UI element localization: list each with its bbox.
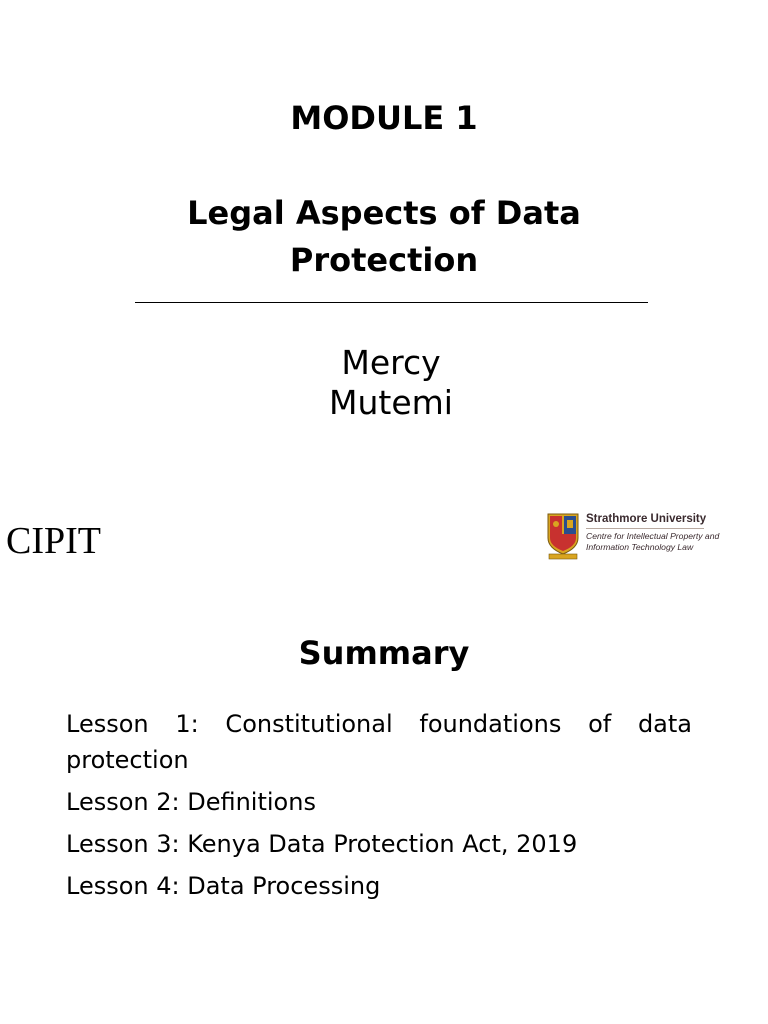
module-label: MODULE 1: [290, 99, 478, 137]
strathmore-crest-icon: [546, 510, 580, 560]
lesson-item: Lesson 2: Definitions: [66, 788, 316, 816]
strathmore-centre: Centre for Intellectual Property and Information Technology Law: [586, 531, 720, 552]
lesson-list: [66, 706, 692, 910]
course-title: Legal Aspects of Data Protection: [187, 194, 581, 279]
summary-heading: Summary: [298, 634, 470, 672]
author-first-name: Mercy: [341, 343, 441, 382]
lesson-item: Lesson 3: Kenya Data Protection Act, 2019: [66, 830, 578, 858]
title-divider: [135, 302, 648, 303]
cipit-logo: CIPIT: [6, 520, 101, 562]
strathmore-name: Strathmore University: [586, 513, 707, 525]
lesson-item: Lesson 4: Data Processing: [66, 872, 381, 900]
author-last-name: Mutemi: [329, 383, 453, 422]
strathmore-rule: [586, 528, 704, 529]
lesson-item: Lesson 1: Constitutional foundations of data protection: [66, 710, 692, 774]
author-name: [0, 343, 768, 423]
strathmore-logo: [546, 510, 726, 562]
